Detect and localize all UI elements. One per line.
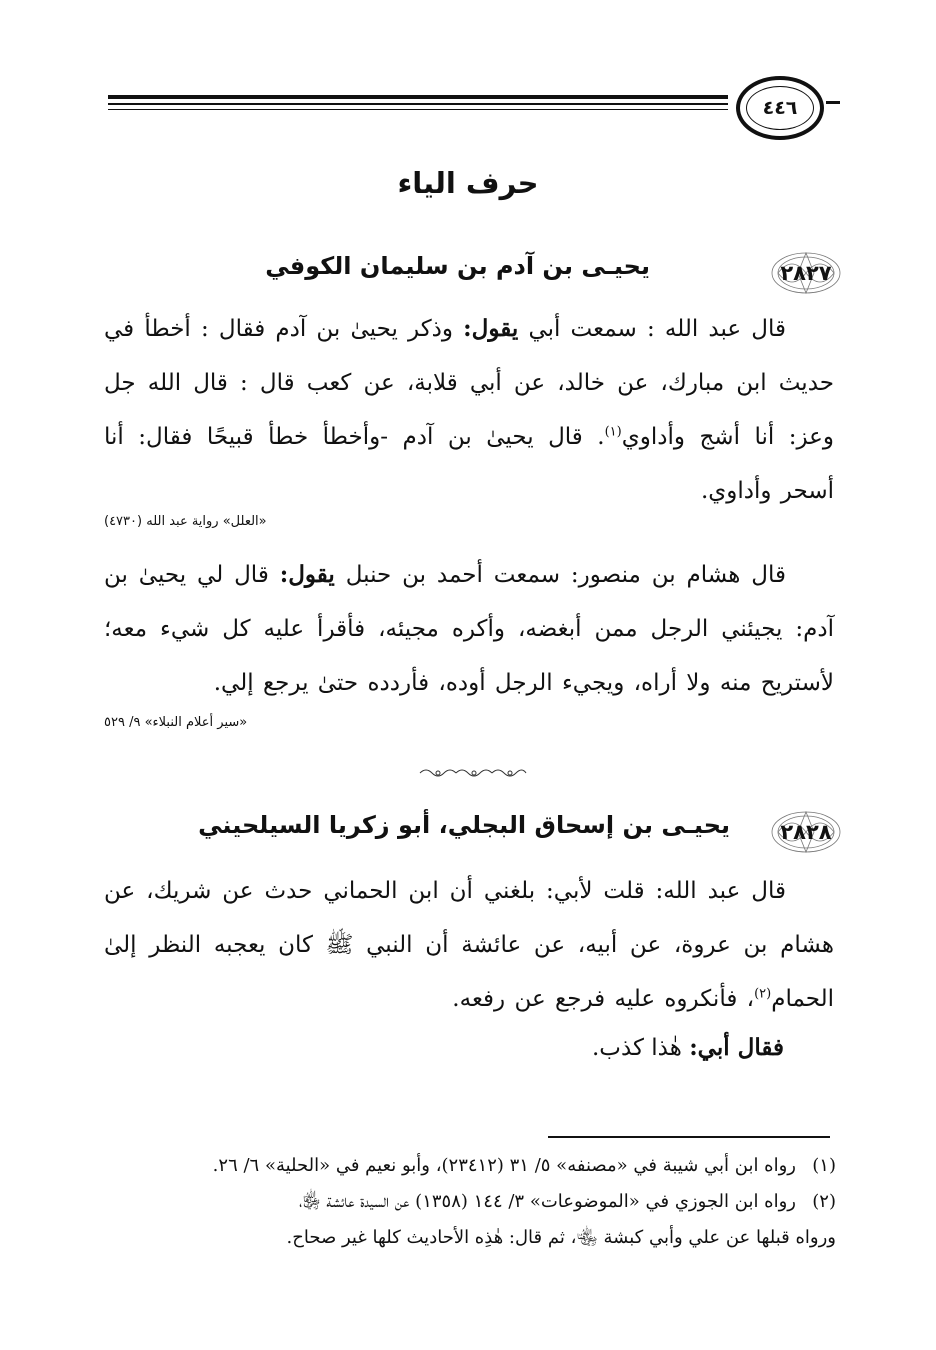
footnote-separator — [548, 1136, 830, 1138]
chapter-title: حرف الياء — [397, 166, 539, 200]
header-rule — [108, 95, 728, 99]
entry-number-badge — [768, 808, 844, 856]
entry-heading: يحيـى بن آدم بن سليمان الكوفي — [265, 252, 650, 280]
entry-number: ٢٨٢٧ — [780, 261, 832, 285]
closing-statement: فقال أبي: هٰذا كذب. — [591, 1034, 784, 1061]
entry-paragraph: قال عبد الله : سمعت أبي يقول: وذكر يحيىٰ بن آدم فقال : أخطأ في حديث ابن مبارك، عن خالد، عن أبي قلابة، عن كعب قال : قال الله جل وعز: أنا أشج وأداوي$^{(١)}$. قال يحيىٰ بن آدم -وأخطأ خطأ قبيحًا فقال: أنا أسحر وأداوي. — [104, 315, 834, 504]
header-rule-tail — [826, 101, 840, 104]
header-rule — [108, 103, 728, 105]
section-divider-ornament-icon — [418, 766, 528, 780]
entry-paragraph: قال هشام بن منصور: سمعت أحمد بن حنبل يقول: قال لي يحيىٰ بن آدم: يجيئني الرجل ممن أبغضه، وأكره مجيئه، فأقرأ عليه كل شيء معه؛ لأستريح منه ولا أراه، ويجيء الرجل أوده، فأردده حتىٰ يرجع إلي. — [104, 561, 835, 696]
page-number: ٤٤٦ — [762, 97, 798, 119]
entry-paragraph: قال عبد الله: قلت لأبي: بلغني أن ابن الحماني حدث عن شريك، عن هشام بن عروة، عن أبيه، عن عائشة أن النبي ﷺ كان يعجبه النظر إلىٰ الحمام$^{(٢)}$، فأنكروه عليه فرجع عن رفعه. — [104, 878, 834, 1012]
header-rule — [108, 109, 728, 110]
entry-number: ٢٨٢٨ — [780, 820, 832, 844]
footnote-continuation: ورواه قبلها عن علي وأبي كبشة ﵄، ثم قال: هٰذِه الأحاديث كلها غير صحاح. — [286, 1227, 836, 1248]
entry-heading: يحيـى بن إسحاق البجلي، أبو زكريا السيلحيني — [198, 811, 730, 839]
footnote-text: رواه ابن أبي شيبة في «مصنفه» ٥/ ٣١ (٢٣٤١٢)، وأبو نعيم في «الحلية» ٦/ ٢٦. — [212, 1155, 796, 1176]
entry-number-badge — [768, 249, 844, 297]
footnote-number: (١) — [812, 1155, 836, 1176]
footnote — [96, 1148, 836, 1184]
page-number-badge — [736, 76, 824, 140]
footnote-marker[interactable]: (١) — [604, 424, 622, 440]
footnote-number: (٢) — [812, 1191, 836, 1212]
footnotes — [96, 1148, 836, 1256]
footnote — [96, 1184, 836, 1220]
source-citation: «سير أعلام النبلاء» ٩/ ٥٢٩ — [104, 715, 248, 730]
footnote-marker[interactable]: (٢) — [754, 986, 772, 1002]
footnote-text: رواه ابن الجوزي في «الموضوعات» ٣/ ١٤٤ (١٣٥٨) عن السيدة عائشة ﵂، — [299, 1191, 796, 1212]
source-citation: «العلل» رواية عبد الله (٤٧٣٠) — [104, 514, 267, 529]
